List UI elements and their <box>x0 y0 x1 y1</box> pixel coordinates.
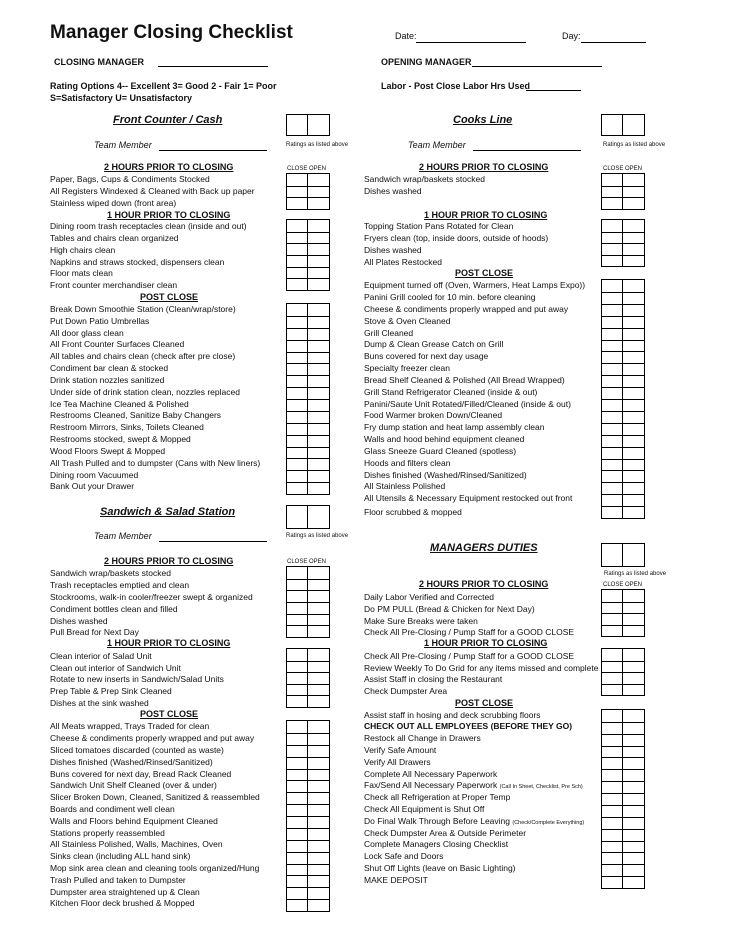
front-counter-post-heading: POST CLOSE <box>140 292 199 302</box>
list-item: CHECK OUT ALL EMPLOYEES (BEFORE THEY GO) <box>364 721 573 731</box>
list-item: MAKE DEPOSIT <box>364 875 428 885</box>
list-item: Under side of drink station clean, nozzles replaced <box>50 387 240 397</box>
list-item: Dumpster area straightened up & Clean <box>50 887 200 897</box>
grid-row-divider <box>602 852 644 853</box>
list-item: Food Warmer broken Down/Cleaned <box>364 410 503 420</box>
page-title: Manager Closing Checklist <box>50 22 293 43</box>
grid-row-divider <box>602 232 644 233</box>
cooks-1hr-heading: 1 HOUR PRIOR TO CLOSING <box>424 210 548 220</box>
list-item: Stainless wiped down (front area) <box>50 198 177 208</box>
front-counter-2hr-heading: 2 HOURS PRIOR TO CLOSING <box>104 162 234 172</box>
walk-item-label: Do Final Walk Through Before Leaving <box>364 816 510 826</box>
grid-row-divider <box>602 876 644 877</box>
sandwich-station-title: Sandwich & Salad Station <box>100 506 236 518</box>
list-item: Check all Refrigeration at Proper Temp <box>364 792 511 802</box>
grid-row-divider <box>287 792 329 793</box>
list-item: Dump & Clean Grease Catch on Grill <box>364 339 504 349</box>
grid-row-divider <box>602 625 644 626</box>
grid-row-divider <box>602 292 644 293</box>
grid-row-divider <box>287 590 329 591</box>
managers-1hr-grid[interactable] <box>601 648 645 696</box>
list-item: Topping Station Pans Rotated for Clean <box>364 221 514 231</box>
cooks-close-open: CLOSE OPEN <box>603 166 643 172</box>
grid-row-divider <box>287 769 329 770</box>
list-item: Mop sink area clean and cleaning tools organized/Hung <box>50 863 260 873</box>
list-item: Stations properly reassembled <box>50 828 165 838</box>
list-item: Dining room Vacuumed <box>50 470 139 480</box>
sandwich-team-rating-box[interactable] <box>286 505 330 529</box>
grid-row-divider <box>287 840 329 841</box>
grid-row-divider <box>602 817 644 818</box>
grid-row-divider <box>602 805 644 806</box>
grid-row-divider <box>602 255 644 256</box>
grid-row-divider <box>287 804 329 805</box>
front-counter-post-grid[interactable] <box>286 303 330 495</box>
list-item: Check Dumpster Area <box>364 686 448 696</box>
grid-row-divider <box>287 316 329 317</box>
grid-row-divider <box>287 602 329 603</box>
list-item: Pull Bread for Next Day <box>50 627 139 637</box>
list-item: All tables and chairs clean (check after pre close) <box>50 351 236 361</box>
list-item: Check All Pre-Closing / Pump Staff for a GOOD CLOSE <box>364 651 575 661</box>
list-item: Kitchen Floor deck brushed & Mopped <box>50 898 195 908</box>
list-item: Condiment bottles clean and filled <box>50 604 178 614</box>
grid-row-divider <box>602 447 644 448</box>
front-counter-team-field[interactable] <box>159 150 267 151</box>
sandwich-1hr-grid[interactable] <box>286 648 330 708</box>
sandwich-1hr-heading: 1 HOUR PRIOR TO CLOSING <box>107 638 231 648</box>
rating-options-line2: S=Satisfactory U= Unsatisfactory <box>50 93 193 103</box>
grid-row-divider <box>602 506 644 507</box>
grid-row-divider <box>602 340 644 341</box>
list-item: Verify All Drawers <box>364 757 431 767</box>
list-item: All Meats wrapped, Trays Traded for clean <box>50 721 210 731</box>
day-field[interactable] <box>581 42 646 43</box>
list-item: High chairs clean <box>50 245 116 255</box>
list-item: Dishes finished (Washed/Rinsed/Sanitized) <box>364 470 527 480</box>
closing-manager-field[interactable] <box>158 66 268 67</box>
walk-item-note: (Check/Complete Everything) <box>512 820 585 826</box>
grid-row-divider <box>287 757 329 758</box>
list-item: Condiment bar clean & stocked <box>50 363 169 373</box>
list-item: Paper, Bags, Cups & Condiments Stocked <box>50 174 210 184</box>
list-item: Sandwich wrap/baskets stocked <box>50 568 171 578</box>
sandwich-ratings-note: Ratings as listed above <box>286 533 349 539</box>
cooks-line-team-field[interactable] <box>473 150 581 151</box>
front-counter-ratings-note: Ratings as listed above <box>286 142 349 148</box>
grid-row-divider <box>287 745 329 746</box>
fax-item-label: Fax/Send All Necessary Paperwork <box>364 780 498 790</box>
grid-row-divider <box>287 864 329 865</box>
grid-row-divider <box>602 781 644 782</box>
sandwich-team-field[interactable] <box>159 541 267 542</box>
list-item: Walls and Floors behind Equipment Cleaned <box>50 816 218 826</box>
list-item: Prep Table & Prep Sink Cleaned <box>50 686 172 696</box>
list-item: Cheese & condiments properly wrapped and put away <box>364 304 569 314</box>
grid-column-divider <box>622 174 623 209</box>
grid-row-divider <box>287 255 329 256</box>
day-label: Day: <box>562 31 581 41</box>
grid-row-divider <box>602 435 644 436</box>
sandwich-2hr-grid[interactable] <box>286 566 330 638</box>
list-item: Wood Floors Swept & Mopped <box>50 446 166 456</box>
list-item: All door glass clean <box>50 328 124 338</box>
grid-row-divider <box>287 363 329 364</box>
rating-options-line1: Rating Options 4-- Excellent 3= Good 2 - Fair 1= Poor <box>50 81 277 91</box>
list-item: All Plates Restocked <box>364 257 442 267</box>
list-item: Fry dump station and heat lamp assembly clean <box>364 422 545 432</box>
opening-manager-label: OPENING MANAGER <box>381 57 472 67</box>
grid-row-divider <box>602 186 644 187</box>
grid-row-divider <box>602 769 644 770</box>
date-field[interactable] <box>416 42 526 43</box>
list-item: Specialty freezer clean <box>364 363 450 373</box>
cooks-2hr-heading: 2 HOURS PRIOR TO CLOSING <box>419 162 549 172</box>
grid-row-divider <box>602 316 644 317</box>
list-item: Dishes washed <box>364 245 422 255</box>
labor-field[interactable] <box>526 90 581 91</box>
grid-row-divider <box>602 482 644 483</box>
list-item: Sandwich wrap/baskets stocked <box>364 174 485 184</box>
closing-manager-label: CLOSING MANAGER <box>54 57 144 67</box>
list-item: All Front Counter Surfaces Cleaned <box>50 339 185 349</box>
list-item: Dishes finished (Washed/Rinsed/Sanitized) <box>50 757 213 767</box>
grid-row-divider <box>287 614 329 615</box>
list-item: Check Dumpster Area & Outside Perimeter <box>364 828 527 838</box>
cooks-line-team-label: Team Member <box>408 140 466 150</box>
list-item: All Stainless Polished <box>364 481 446 491</box>
front-counter-2hr-grid[interactable] <box>286 173 330 210</box>
date-label: Date: <box>395 31 417 41</box>
list-item: All Utensils & Necessary Equipment restocked out front <box>364 493 573 503</box>
grid-row-divider <box>287 423 329 424</box>
list-item: Check All Equipment is Shut Off <box>364 804 485 814</box>
list-item: Complete Managers Closing Checklist <box>364 839 509 849</box>
grid-row-divider <box>602 423 644 424</box>
grid-row-divider <box>602 399 644 400</box>
list-item: Walls and hood behind equipment cleaned <box>364 434 525 444</box>
list-item: Equipment turned off (Oven, Warmers, Heat Lamps Expo)) <box>364 280 586 290</box>
grid-row-divider <box>287 733 329 734</box>
front-counter-1hr-heading: 1 HOUR PRIOR TO CLOSING <box>107 210 231 220</box>
grid-row-divider <box>602 841 644 842</box>
list-item: Put Down Patio Umbrellas <box>50 316 150 326</box>
grid-row-divider <box>602 363 644 364</box>
managers-post-heading: POST CLOSE <box>455 698 514 708</box>
grid-column-divider <box>622 710 623 888</box>
grid-row-divider <box>287 387 329 388</box>
managers-duties-title: MANAGERS DUTIES <box>430 542 538 554</box>
grid-row-divider <box>602 470 644 471</box>
list-item: Assist staff in hosing and deck scrubbing floors <box>364 710 541 720</box>
grid-row-divider <box>287 435 329 436</box>
managers-post-grid[interactable] <box>601 709 645 889</box>
list-item: Check All Pre-Closing / Pump Staff for a GOOD CLOSE <box>364 627 575 637</box>
list-item: All Registers Windexed & Cleaned with Back up paper <box>50 186 255 196</box>
grid-row-divider <box>602 328 644 329</box>
grid-row-divider <box>287 579 329 580</box>
cooks-line-ratings-note: Ratings as listed above <box>603 142 666 148</box>
managers-rating-box[interactable] <box>601 543 645 567</box>
grid-row-divider <box>602 351 644 352</box>
list-item: Floor mats clean <box>50 268 113 278</box>
list-item <box>364 816 584 826</box>
grid-row-divider <box>287 278 329 279</box>
grid-row-divider <box>287 684 329 685</box>
labor-label: Labor - Post Close Labor Hrs Used <box>381 81 531 91</box>
grid-row-divider <box>602 613 644 614</box>
list-item: Boards and condiment well clean <box>50 804 175 814</box>
list-item: Dishes washed <box>364 186 422 196</box>
list-item: Dishes washed <box>50 616 108 626</box>
list-item: Tables and chairs clean organized <box>50 233 179 243</box>
grid-row-divider <box>287 695 329 696</box>
list-item: Floor scrubbed & mopped <box>364 507 462 517</box>
grid-row-divider <box>602 661 644 662</box>
list-item <box>364 780 583 790</box>
grid-row-divider <box>287 780 329 781</box>
grid-column-divider <box>307 174 308 209</box>
list-item: Panini Grill cooled for 10 min. before cleaning <box>364 292 536 302</box>
front-counter-1hr-grid[interactable] <box>286 219 330 291</box>
grid-row-divider <box>287 458 329 459</box>
sandwich-2hr-heading: 2 HOURS PRIOR TO CLOSING <box>104 556 234 566</box>
list-item: Drink station nozzles sanitized <box>50 375 165 385</box>
grid-row-divider <box>602 757 644 758</box>
list-item: Panini/Saute Unit Rotated/Filled/Cleaned (inside & out) <box>364 399 571 409</box>
cooks-line-team-rating-box[interactable] <box>601 114 645 136</box>
grid-row-divider <box>287 672 329 673</box>
grid-row-divider <box>287 411 329 412</box>
grid-row-divider <box>287 482 329 483</box>
cooks-1hr-grid[interactable] <box>601 219 645 267</box>
list-item: Lock Safe and Doors <box>364 851 444 861</box>
grid-row-divider <box>602 197 644 198</box>
grid-row-divider <box>602 746 644 747</box>
list-item: Review Weekly To Do Grid for any items missed and complete <box>364 663 599 673</box>
list-item: Trash receptacles emptied and clean <box>50 580 190 590</box>
sandwich-close-open: CLOSE OPEN <box>287 559 327 565</box>
cooks-2hr-grid[interactable] <box>601 173 645 210</box>
grid-row-divider <box>602 375 644 376</box>
list-item: Grill Cleaned <box>364 328 414 338</box>
list-item: Complete All Necessary Paperwork <box>364 769 498 779</box>
list-item: Assist Staff in closing the Restaurant <box>364 674 503 684</box>
list-item: Bread Shelf Cleaned & Polished (All Bread Wrapped) <box>364 375 565 385</box>
grid-row-divider <box>287 232 329 233</box>
grid-row-divider <box>287 186 329 187</box>
grid-row-divider <box>287 243 329 244</box>
grid-row-divider <box>602 684 644 685</box>
list-item: Dining room trash receptacles clean (inside and out) <box>50 221 247 231</box>
list-item: Cheese & condiments properly wrapped and put away <box>50 733 255 743</box>
list-item: Sinks clean (including ALL hand sink) <box>50 851 191 861</box>
list-item: Buns covered for next day usage <box>364 351 489 361</box>
list-item: Clean interior of Salad Unit <box>50 651 152 661</box>
grid-row-divider <box>602 864 644 865</box>
grid-row-divider <box>287 899 329 900</box>
grid-row-divider <box>602 829 644 830</box>
grid-column-divider <box>307 649 308 707</box>
list-item: Buns covered for next day, Bread Rack Cleaned <box>50 769 232 779</box>
grid-row-divider <box>602 494 644 495</box>
grid-row-divider <box>287 852 329 853</box>
grid-row-divider <box>602 243 644 244</box>
list-item: Hoods and filters clean <box>364 458 451 468</box>
list-item: Stockrooms, walk-in cooler/freezer swept & organized <box>50 592 253 602</box>
list-item: Glass Sneeze Guard Cleaned (spotless) <box>364 446 517 456</box>
list-item: Slicer Broken Down, Cleaned, Sanitized & reassembled <box>50 792 260 802</box>
list-item: Trash Pulled and taken to Dumpster <box>50 875 186 885</box>
grid-row-divider <box>602 672 644 673</box>
list-item: Make Sure Breaks were taken <box>364 616 478 626</box>
list-item: Clean out interior of Sandwich Unit <box>50 663 181 673</box>
sandwich-post-heading: POST CLOSE <box>140 709 199 719</box>
front-counter-team-rating-box[interactable] <box>286 114 330 136</box>
managers-2hr-grid[interactable] <box>601 589 645 637</box>
list-item: Restock all Change in Drawers <box>364 733 481 743</box>
list-item: Dishes at the sink washed <box>50 698 149 708</box>
front-counter-close-open: CLOSE OPEN <box>287 166 327 172</box>
grid-row-divider <box>602 304 644 305</box>
grid-row-divider <box>602 602 644 603</box>
grid-row-divider <box>287 661 329 662</box>
fax-item-note: (Call In Sheet, Checklist, Pre Sch) <box>499 784 583 790</box>
list-item: All Stainless Polished, Walls, Machines, Oven <box>50 839 223 849</box>
list-item: Napkins and straws stocked, dispensers clean <box>50 257 225 267</box>
grid-row-divider <box>602 411 644 412</box>
grid-row-divider <box>287 887 329 888</box>
grid-row-divider <box>287 267 329 268</box>
grid-row-divider <box>287 875 329 876</box>
list-item: Restroom Mirrors, Sinks, Toilets Cleaned <box>50 422 204 432</box>
front-counter-team-label: Team Member <box>94 140 152 150</box>
opening-manager-field[interactable] <box>472 66 602 67</box>
grid-row-divider <box>287 352 329 353</box>
front-counter-title: Front Counter / Cash <box>113 114 223 126</box>
list-item: Restrooms Cleaned, Sanitize Baby Changers <box>50 410 222 420</box>
sandwich-post-grid[interactable] <box>286 720 330 912</box>
managers-ratings-note: Ratings as listed above <box>604 571 667 577</box>
list-item: Daily Labor Verified and Corrected <box>364 592 494 602</box>
grid-row-divider <box>287 625 329 626</box>
cooks-post-grid[interactable] <box>601 279 645 519</box>
list-item: All Trash Pulled and to dumpster (Cans with New liners) <box>50 458 261 468</box>
managers-1hr-heading: 1 HOUR PRIOR TO CLOSING <box>424 638 548 648</box>
grid-row-divider <box>287 828 329 829</box>
grid-row-divider <box>287 399 329 400</box>
grid-row-divider <box>602 459 644 460</box>
grid-row-divider <box>602 387 644 388</box>
list-item: Ice Tea Machine Cleaned & Polished <box>50 399 189 409</box>
list-item: Rotate to new inserts in Sandwich/Salad Units <box>50 674 224 684</box>
cooks-post-heading: POST CLOSE <box>455 268 514 278</box>
list-item: Bank Out your Drawer <box>50 481 135 491</box>
grid-row-divider <box>287 447 329 448</box>
list-item: Verify Safe Amount <box>364 745 437 755</box>
grid-row-divider <box>287 197 329 198</box>
grid-row-divider <box>602 722 644 723</box>
list-item: Do PM PULL (Bread & Chicken for Next Day) <box>364 604 535 614</box>
grid-row-divider <box>602 734 644 735</box>
grid-row-divider <box>287 816 329 817</box>
list-item: Fryers clean (top, inside doors, outside of hoods) <box>364 233 549 243</box>
sandwich-team-label: Team Member <box>94 531 152 541</box>
list-item: Shut Off Lights (leave on Basic Lighting) <box>364 863 516 873</box>
grid-row-divider <box>287 328 329 329</box>
grid-row-divider <box>602 793 644 794</box>
list-item: Sliced tomatoes discarded (counted as waste) <box>50 745 224 755</box>
list-item: Stove & Oven Cleaned <box>364 316 451 326</box>
list-item: Sandwich Unit Shelf Cleaned (over & under) <box>50 780 217 790</box>
cooks-line-title: Cooks Line <box>453 114 513 126</box>
grid-row-divider <box>287 340 329 341</box>
list-item: Grill Stand Refrigerator Cleaned (inside & out) <box>364 387 538 397</box>
managers-close-open: CLOSE OPEN <box>603 582 643 588</box>
grid-row-divider <box>287 375 329 376</box>
list-item: Break Down Smoothie Station (Clean/wrap/store) <box>50 304 236 314</box>
grid-row-divider <box>287 470 329 471</box>
list-item: Front counter merchandiser clean <box>50 280 178 290</box>
list-item: Restrooms stocked, swept & Mopped <box>50 434 191 444</box>
managers-2hr-heading: 2 HOURS PRIOR TO CLOSING <box>419 579 549 589</box>
